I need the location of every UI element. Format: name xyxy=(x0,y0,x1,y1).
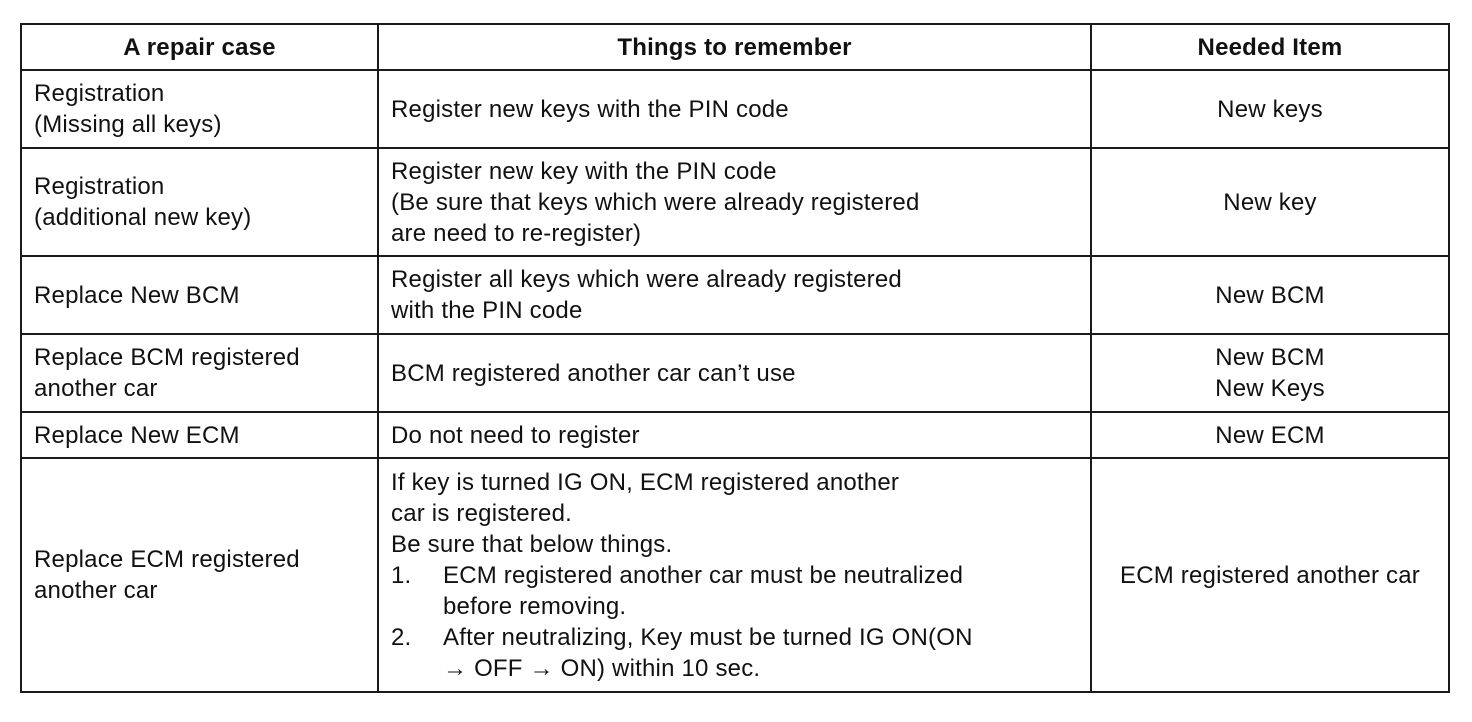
step-line: ECM registered another car must be neutralized xyxy=(443,561,964,589)
repair-case-cell xyxy=(21,458,378,692)
repair-case-table xyxy=(20,23,1450,693)
case-line: Registration xyxy=(34,80,165,107)
case-line: another car xyxy=(34,577,158,604)
table-row xyxy=(21,458,1449,692)
remember-cell xyxy=(378,70,1091,148)
item-line: New BCM xyxy=(1215,281,1325,309)
step-line: After neutralizing, Key must be turned IG ON(ON xyxy=(443,623,973,651)
remember-cell xyxy=(378,148,1091,256)
repair-case-cell xyxy=(21,148,378,256)
item-line: New keys xyxy=(1217,95,1323,123)
case-line: Replace ECM registered xyxy=(34,546,300,573)
remember-line: Do not need to register xyxy=(391,421,640,449)
needed-item-cell xyxy=(1091,412,1449,458)
remember-line: Register all keys which were already registered xyxy=(391,266,902,293)
repair-case-cell xyxy=(21,256,378,334)
case-line: (Missing all keys) xyxy=(34,111,222,138)
item-line: New BCM xyxy=(1215,344,1325,371)
repair-case-cell xyxy=(21,412,378,458)
needed-item-cell xyxy=(1091,256,1449,334)
header-needed-item: Needed Item xyxy=(1091,24,1449,70)
remember-line: Be sure that below things. xyxy=(391,530,673,558)
header-row xyxy=(21,24,1449,70)
header-things-to-remember: Things to remember xyxy=(378,24,1091,70)
remember-line: are need to re-register) xyxy=(391,219,642,247)
remember-cell xyxy=(378,458,1091,692)
item-line: ECM registered another car xyxy=(1120,561,1420,589)
table-row xyxy=(21,148,1449,256)
needed-item-cell xyxy=(1091,70,1449,148)
case-line: Replace New ECM xyxy=(34,421,240,449)
item-line: New ECM xyxy=(1215,421,1325,449)
step-line: before removing. xyxy=(443,592,627,620)
item-line: New key xyxy=(1223,188,1317,216)
repair-case-cell xyxy=(21,334,378,412)
numbered-step xyxy=(391,622,1078,684)
needed-item-cell xyxy=(1091,148,1449,256)
table-row xyxy=(21,412,1449,458)
remember-line: (Be sure that keys which were already registered xyxy=(391,188,920,216)
remember-line: BCM registered another car can’t use xyxy=(391,359,796,387)
step-body xyxy=(443,622,1078,684)
remember-cell xyxy=(378,334,1091,412)
table-row xyxy=(21,70,1449,148)
repair-case-cell xyxy=(21,70,378,148)
step-number: 2. xyxy=(391,623,412,651)
step-line: → OFF → ON) within 10 sec. xyxy=(443,654,761,682)
remember-line: car is registered. xyxy=(391,499,572,527)
remember-line: with the PIN code xyxy=(391,297,583,324)
item-line: New Keys xyxy=(1215,375,1325,402)
needed-item-cell xyxy=(1091,458,1449,692)
table-row xyxy=(21,256,1449,334)
case-line: (additional new key) xyxy=(34,204,252,231)
case-line: Replace BCM registered xyxy=(34,344,300,371)
remember-cell xyxy=(378,256,1091,334)
case-line: Registration xyxy=(34,173,165,200)
numbered-step xyxy=(391,560,1078,622)
case-line: another car xyxy=(34,375,158,402)
header-repair-case: A repair case xyxy=(21,24,378,70)
needed-item-cell xyxy=(1091,334,1449,412)
remember-line: Register new keys with the PIN code xyxy=(391,95,789,123)
remember-cell xyxy=(378,412,1091,458)
remember-line: Register new key with the PIN code xyxy=(391,157,777,185)
case-line: Replace New BCM xyxy=(34,281,240,309)
remember-line: If key is turned IG ON, ECM registered another xyxy=(391,468,900,496)
table-row xyxy=(21,334,1449,412)
step-body xyxy=(443,560,1078,622)
step-number: 1. xyxy=(391,561,412,589)
